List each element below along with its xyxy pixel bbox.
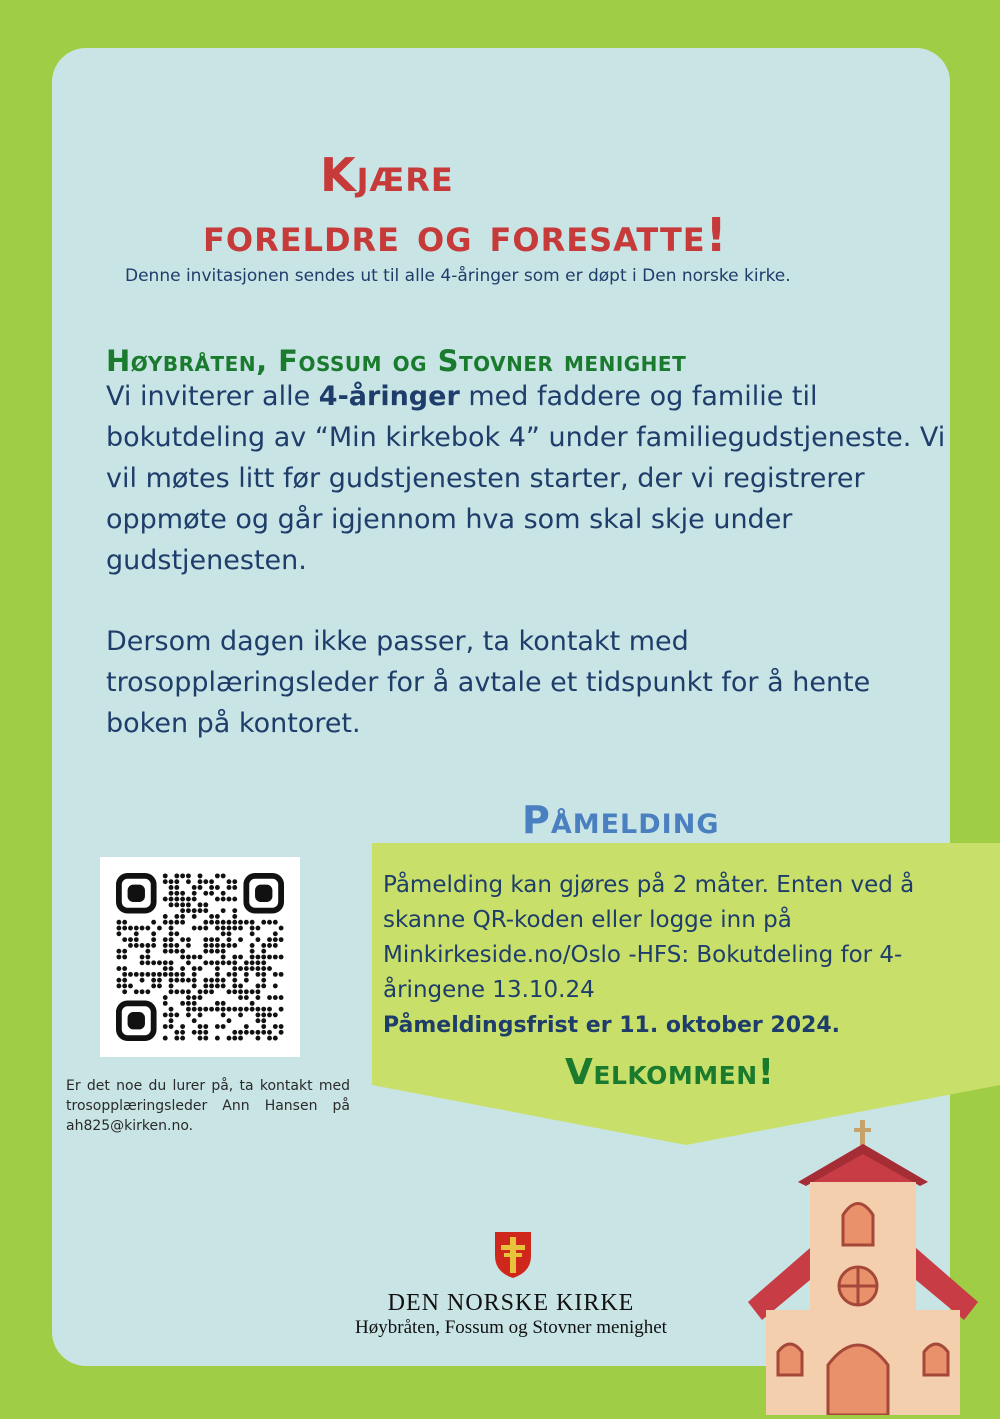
signup-text: Påmelding kan gjøres på 2 måter. Enten ved å skanne QR-koden eller logge inn på Minkirkeside.no/Oslo -HFS: Bokutdeling for 4-åringene 13.10.24 xyxy=(383,872,915,1003)
signup-deadline: Påmeldingsfrist er 11. oktober 2024. xyxy=(383,1013,840,1038)
contact-info: Er det noe du lurer på, ta kontakt med trosopplæringsleder Ann Hansen på ah825@kirken.no. xyxy=(66,1078,350,1134)
qr-code xyxy=(100,857,300,1057)
org-name: DEN NORSKE KIRKE xyxy=(387,1290,635,1316)
church-building-icon xyxy=(748,1120,978,1419)
title-line1: Kjære xyxy=(320,148,454,202)
parish-heading: Høybråten, Fossum og Stovner menighet xyxy=(106,344,687,378)
para1-pre: Vi inviterer alle xyxy=(106,381,319,412)
subtitle: Denne invitasjonen sendes ut til alle 4-åringer som er døpt i Den norske kirke. xyxy=(125,266,791,286)
invitation-paragraph-2: Dersom dagen ikke passer, ta kontakt med trosopplæringsleder for å avtale et tidspunkt for å hente boken på kontoret. xyxy=(106,626,871,739)
para1-bold: 4-åringer xyxy=(318,381,460,412)
welcome-text: Velkommen! xyxy=(565,1052,775,1093)
org-sub: Høybråten, Fossum og Stovner menighet xyxy=(355,1317,667,1338)
title-line2: foreldre og foresatte! xyxy=(203,208,728,262)
invitation-paragraph-1 xyxy=(106,376,956,581)
para1-post: med faddere og familie til bokutdeling av “Min kirkebok 4” under familiegudstjeneste. Vi vil møtes litt før gudstjenesten starter, der vi registrerer oppmøte og går igjennom hva som skal skje under gudstjenesten. xyxy=(106,381,946,576)
church-cross-logo-icon xyxy=(493,1230,533,1284)
qr-code-icon xyxy=(116,873,284,1041)
signup-heading: Påmelding xyxy=(522,798,720,842)
